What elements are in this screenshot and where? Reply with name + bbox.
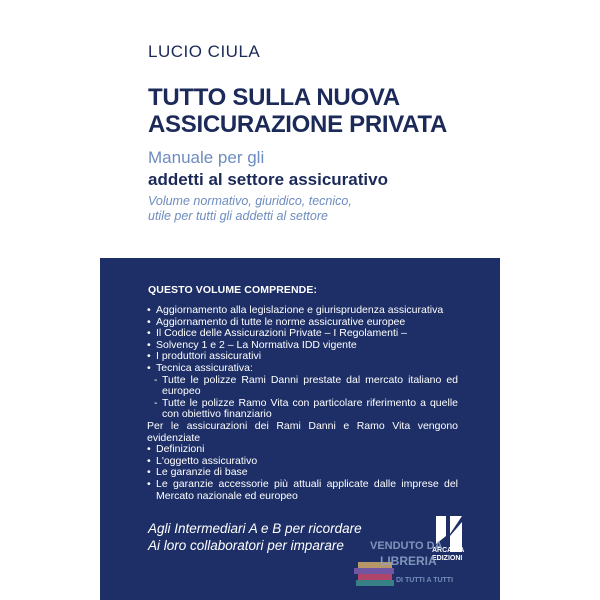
list-item: • Tecnica assicurativa: <box>147 361 253 374</box>
description-line-2: utile per tutti gli addetti al settore <box>148 209 328 223</box>
contents-list <box>147 302 458 502</box>
sub-list-item: - Tutte le polizze Ramo Vita con particolare riferimento a quelle con obiettivo finanziario <box>154 396 458 421</box>
publisher-name: ARCADIA EDIZIONI <box>432 547 465 562</box>
list-item: • Definizioni <box>147 443 205 456</box>
closing-line-2: Ai loro collaboratori per imparare <box>148 538 344 553</box>
title-line-1: TUTTO SULLA NUOVA <box>148 84 400 111</box>
list-item: • Il Codice delle Assicurazioni Private – I Regolamenti – <box>147 327 407 340</box>
list-item: • L'oggetto assicurativo <box>147 454 258 467</box>
panel-heading: QUESTO VOLUME COMPRENDE: <box>148 284 318 296</box>
closing-text <box>148 520 362 554</box>
list-item: • I produttori assicurativi <box>147 350 262 363</box>
description-line-1: Volume normativo, giuridico, tecnico, <box>148 194 352 208</box>
subtitle-light: Manuale per gli <box>148 148 265 167</box>
author-name: LUCIO CIULA <box>148 42 261 61</box>
list-item: • Aggiornamento alla legislazione e giurisprudenza assicurativa <box>147 304 444 316</box>
title-line-2: ASSICURAZIONE PRIVATA <box>148 111 448 138</box>
list-item: • Solvency 1 e 2 – La Normativa IDD vigente <box>147 338 357 351</box>
watermark-line-2: LIBRERIA <box>380 554 437 568</box>
sub-list-item: - Tutte le polizze Rami Danni prestate dal mercato italiano ed europeo <box>154 373 458 398</box>
watermark-line-1: VENDUTO DA <box>370 540 443 552</box>
subtitle-bold: addetti al settore assicurativo <box>148 170 388 189</box>
list-item: • Aggiornamento di tutte le norme assicurative europee <box>147 315 406 328</box>
bookshop-watermark <box>350 532 500 592</box>
watermark-line-3: DI TUTTI A TUTTI <box>396 577 454 584</box>
book-title <box>148 84 498 138</box>
list-item: • Le garanzie di base <box>147 466 248 479</box>
description <box>148 194 468 224</box>
list-item: • Le garanzie accessorie più attuali applicate dalle imprese del Mercato nazionale ed europeo <box>147 477 458 502</box>
list-note: Per le assicurazioni dei Rami Danni e Ramo Vita vengono evidenziate <box>147 419 458 444</box>
closing-line-1: Agli Intermediari A e B per ricordare <box>148 521 362 536</box>
